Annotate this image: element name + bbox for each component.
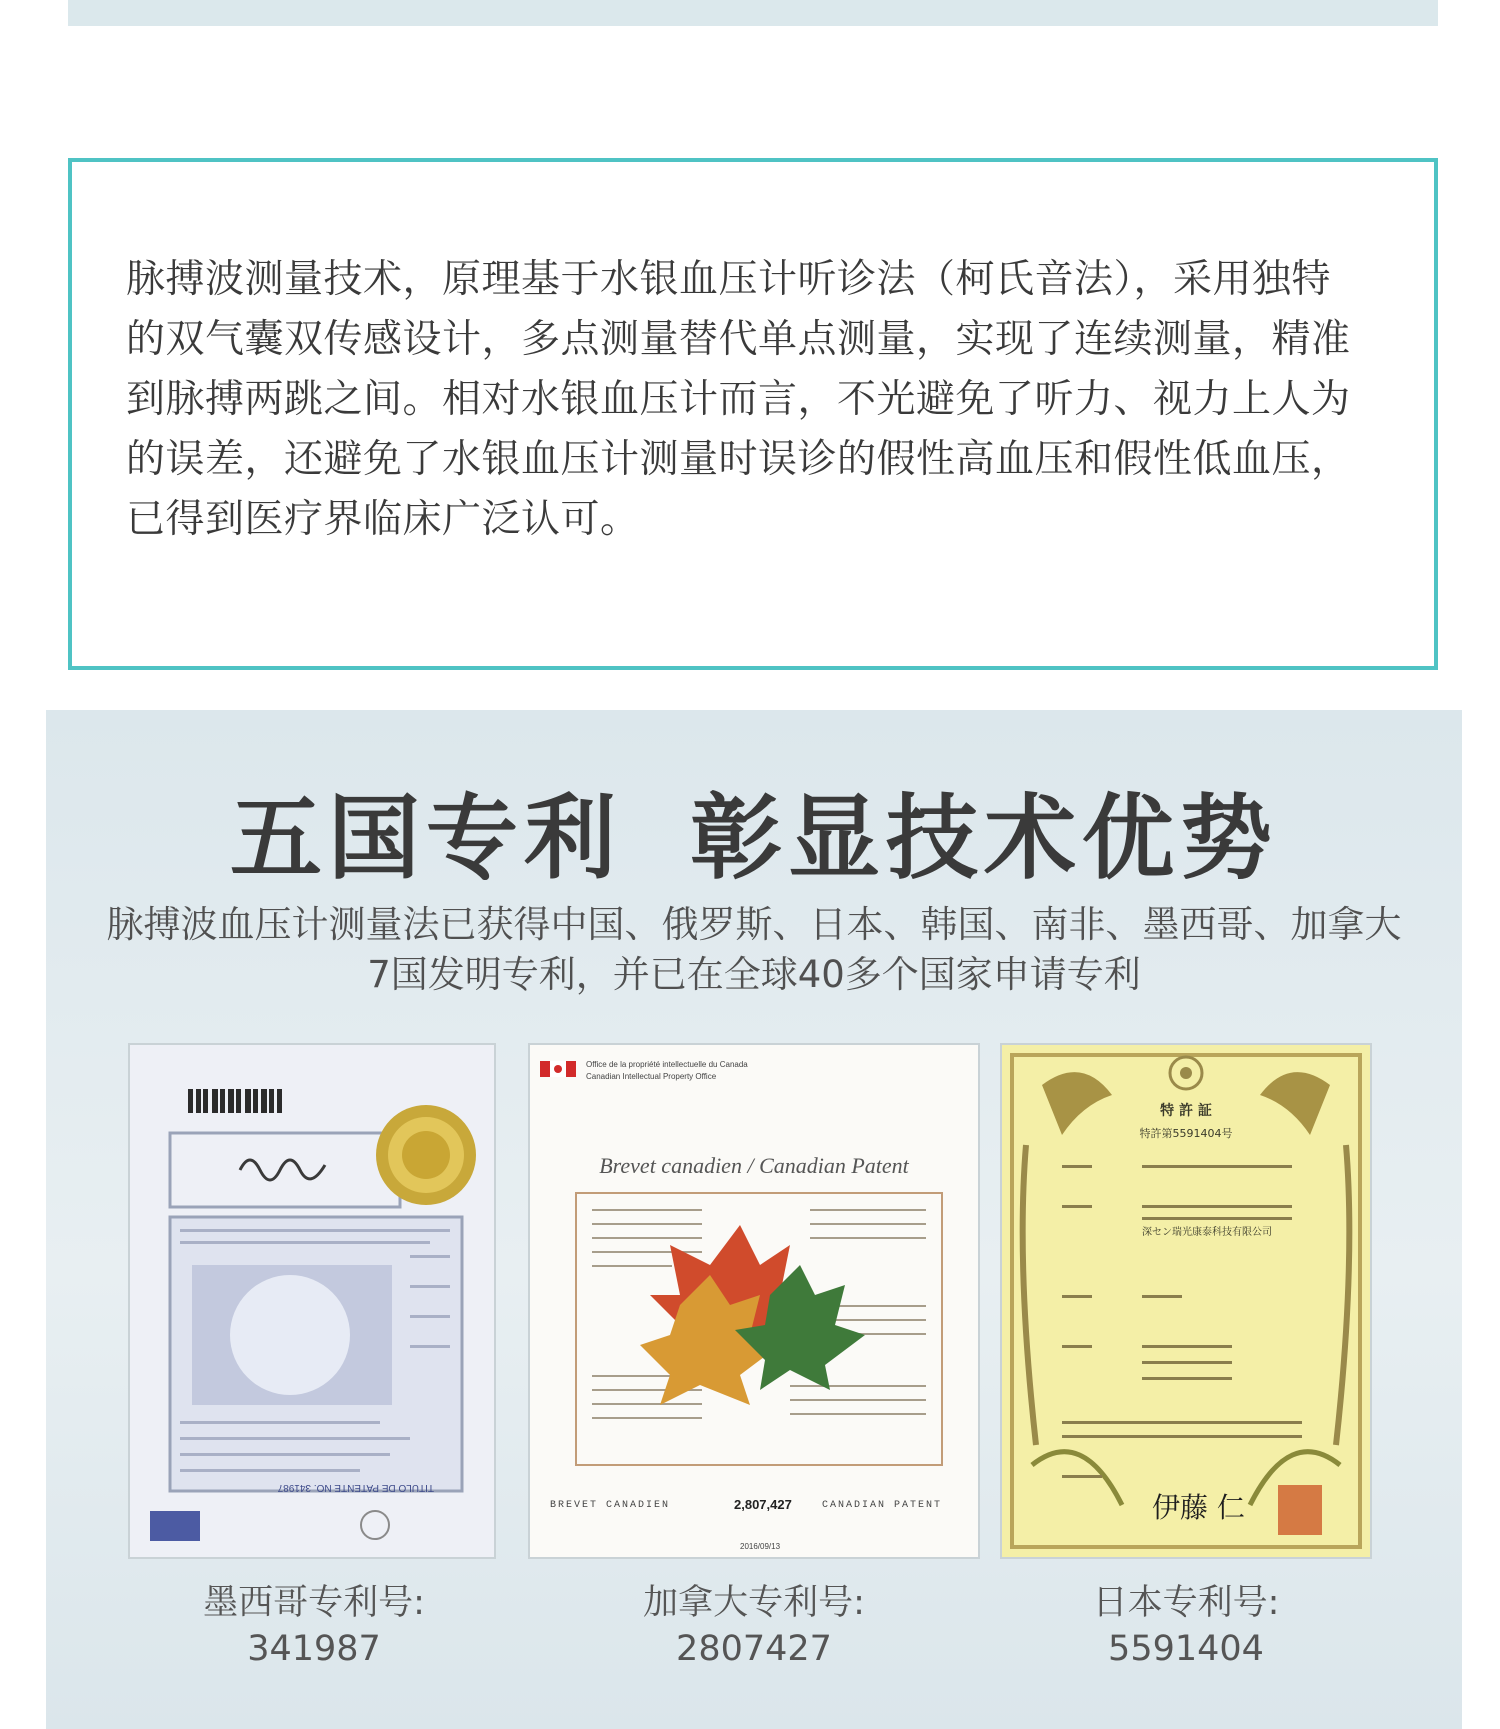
canada-flag-icon xyxy=(540,1061,576,1077)
mexico-patent-caption xyxy=(154,1580,474,1672)
canada-patent-certificate xyxy=(530,1045,978,1557)
mexico-patent-number: 341987 xyxy=(247,1629,381,1669)
intro-line: 的误差，还避免了水银血压计测量时误诊的假性高血压和假性低血压， xyxy=(126,437,1351,482)
canada-patent-number: 2807427 xyxy=(676,1629,832,1669)
subtitle-line: 脉搏波血压计测量法已获得中国、俄罗斯、日本、韩国、南非、墨西哥、加拿大 xyxy=(106,903,1402,946)
japan-company-text: 深セン瑞光康泰科技有限公司 xyxy=(1142,1227,1272,1238)
japan-heading: 特 許 証 xyxy=(1160,1103,1212,1119)
japan-patent-caption xyxy=(1026,1580,1346,1672)
canada-footer-left: BREVET CANADIEN xyxy=(550,1500,671,1511)
intro-line: 已得到医疗界临床广泛认可。 xyxy=(126,497,640,542)
canada-patent-caption xyxy=(594,1580,914,1672)
japan-patent-number: 5591404 xyxy=(1108,1629,1264,1669)
subtitle-line: 7国发明专利，并已在全球40多个国家申请专利 xyxy=(367,953,1141,996)
barcode-icon xyxy=(188,1089,282,1113)
gold-seal-icon xyxy=(376,1105,476,1205)
canada-header-en: Canadian Intellectual Property Office xyxy=(586,1072,717,1081)
canada-certificate-image xyxy=(530,1045,978,1557)
japan-patent-certificate xyxy=(1002,1045,1370,1557)
mexico-patent-label: 墨西哥专利号: xyxy=(203,1583,425,1623)
japan-certificate-image xyxy=(1002,1045,1370,1557)
technology-intro-text xyxy=(126,250,1376,550)
canada-footer-right: CANADIAN PATENT xyxy=(822,1500,943,1511)
canada-footer-date: 2016/09/13 xyxy=(740,1542,781,1551)
official-stamp-icon xyxy=(1278,1485,1322,1535)
patents-title: 五国专利 彰显技术优势 xyxy=(229,785,1279,892)
patents-subtitle xyxy=(86,900,1422,1000)
canada-header-fr: Office de la propriété intellectuelle du Canada xyxy=(586,1060,748,1069)
patents-section xyxy=(46,710,1462,1729)
mexico-patent-certificate xyxy=(130,1045,494,1557)
canada-heading: Brevet canadien / Canadian Patent xyxy=(599,1153,909,1178)
intro-line: 的双气囊双传感设计，多点测量替代单点测量，实现了连续测量，精准 xyxy=(126,317,1351,362)
mexico-certificate-image xyxy=(130,1045,494,1557)
intro-line: 到脉搏两跳之间。相对水银血压计而言，不光避免了听力、视力上人为 xyxy=(126,377,1351,422)
top-divider-bar xyxy=(68,0,1438,26)
canada-footer-number: 2,807,427 xyxy=(734,1497,792,1512)
japan-patent-number: 特許第5591404号 xyxy=(1139,1127,1233,1140)
mexico-patent-number-text: TITULO DE PATENTE NO. 341987 xyxy=(277,1482,434,1493)
canada-patent-label: 加拿大专利号: xyxy=(643,1583,865,1623)
japan-signature: 伊藤 仁 xyxy=(1152,1491,1245,1524)
intro-line: 脉搏波测量技术，原理基于水银血压计听诊法（柯氏音法），采用独特 xyxy=(126,257,1332,302)
technology-intro-box xyxy=(68,158,1438,670)
japan-patent-label: 日本专利号: xyxy=(1092,1583,1280,1623)
